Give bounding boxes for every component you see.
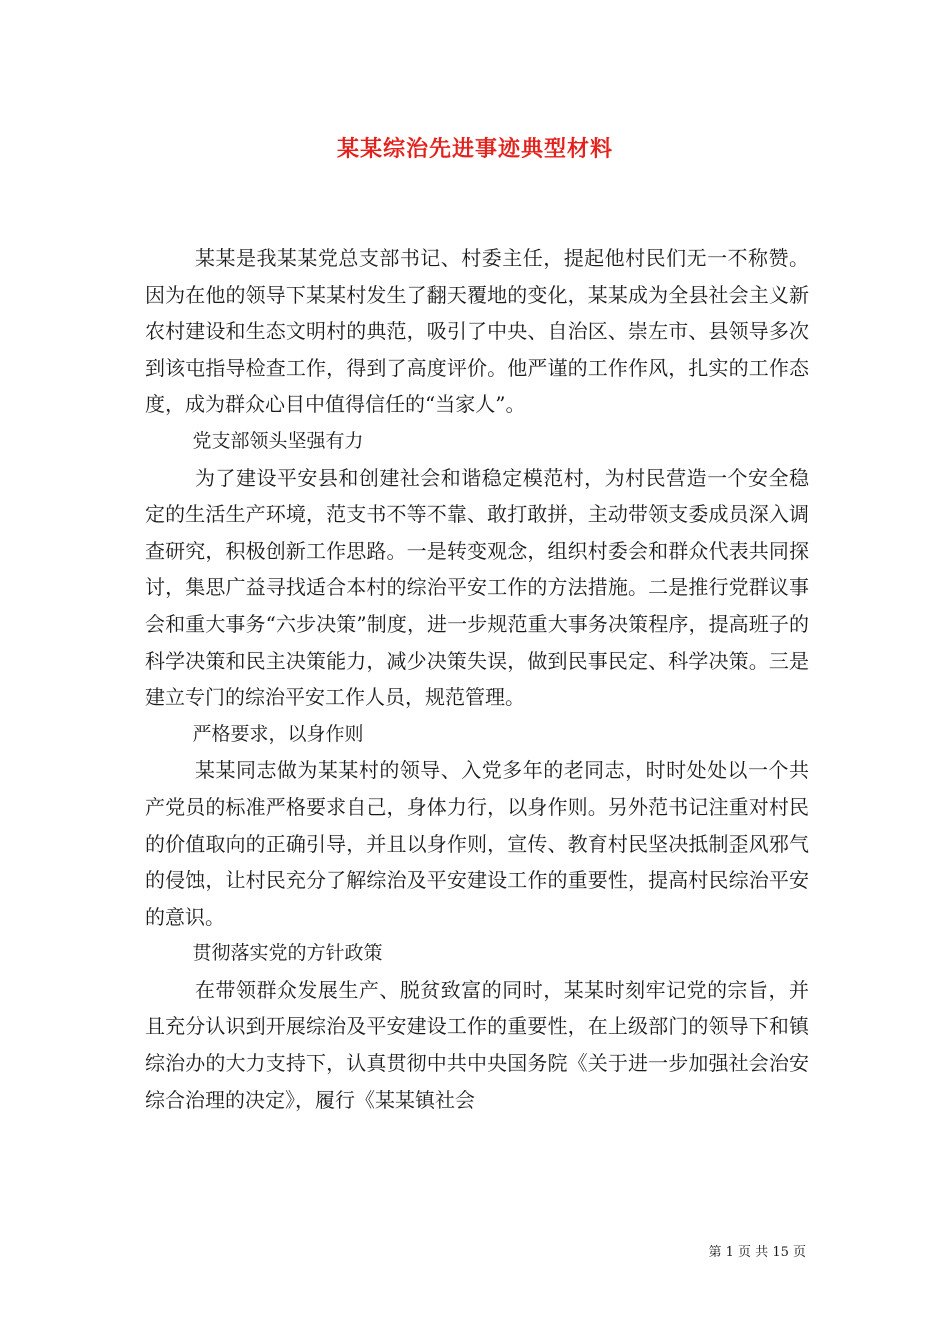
paragraph-strict-requirements: 某某同志做为某某村的领导、入党多年的老同志，时时处处以一个共产党员的标准严格要求自己，身体力行，以身作则。另外范书记注重对村民的价值取向的正确引导，并且以身作则，宣传、教育村民坚决抵制歪风邪气的侵蚀，让村民充分了解综治及平安建设工作的重要性，提高村民综治平安的意识。	[145, 758, 809, 929]
section-heading-implement-policy: 贯彻落实党的方针政策	[192, 942, 383, 965]
document-body	[145, 240, 809, 1118]
page-number-footer: 第 1 页 共 15 页	[708, 1245, 806, 1260]
paragraph-implement-policy: 在带领群众发展生产、脱贫致富的同时，某某时刻牢记党的宗旨，并且充分认识到开展综治及平安建设工作的重要性，在上级部门的领导下和镇综治办的大力支持下，认真贯彻中共中央国务院《关于进一步加强社会治安综合治理的决定》，履行《某某镇社会	[145, 977, 809, 1112]
section-heading-strict-requirements: 严格要求，以身作则	[192, 722, 364, 745]
paragraph-intro: 某某是我某某党总支部书记、村委主任，提起他村民们无一不称赞。因为在他的领导下某某村发生了翻天覆地的变化，某某成为全县社会主义新农村建设和生态文明村的典范，吸引了中央、自治区、崇左市、县领导多次到该屯指导检查工作，得到了高度评价。他严谨的工作作风，扎实的工作态度，成为群众心目中值得信任的“当家人”。	[145, 246, 809, 417]
document-title: 某某综治先进事迹典型材料	[336, 136, 613, 162]
section-heading-party-branch: 党支部领头坚强有力	[192, 429, 364, 452]
paragraph-party-branch: 为了建设平安县和创建社会和谐稳定模范村，为村民营造一个安全稳定的生活生产环境，范支书不等不靠、敢打敢拼，主动带领支委成员深入调查研究，积极创新工作思路。一是转变观念，组织村委会和群众代表共同探讨，集思广益寻找适合本村的综治平安工作的方法措施。二是推行党群议事会和重大事务“六步决策”制度，进一步规范重大事务决策程序，提高班子的科学决策和民主决策能力，减少决策失误，做到民事民定、科学决策。三是建立专门的综治平安工作人员，规范管理。	[145, 465, 809, 710]
